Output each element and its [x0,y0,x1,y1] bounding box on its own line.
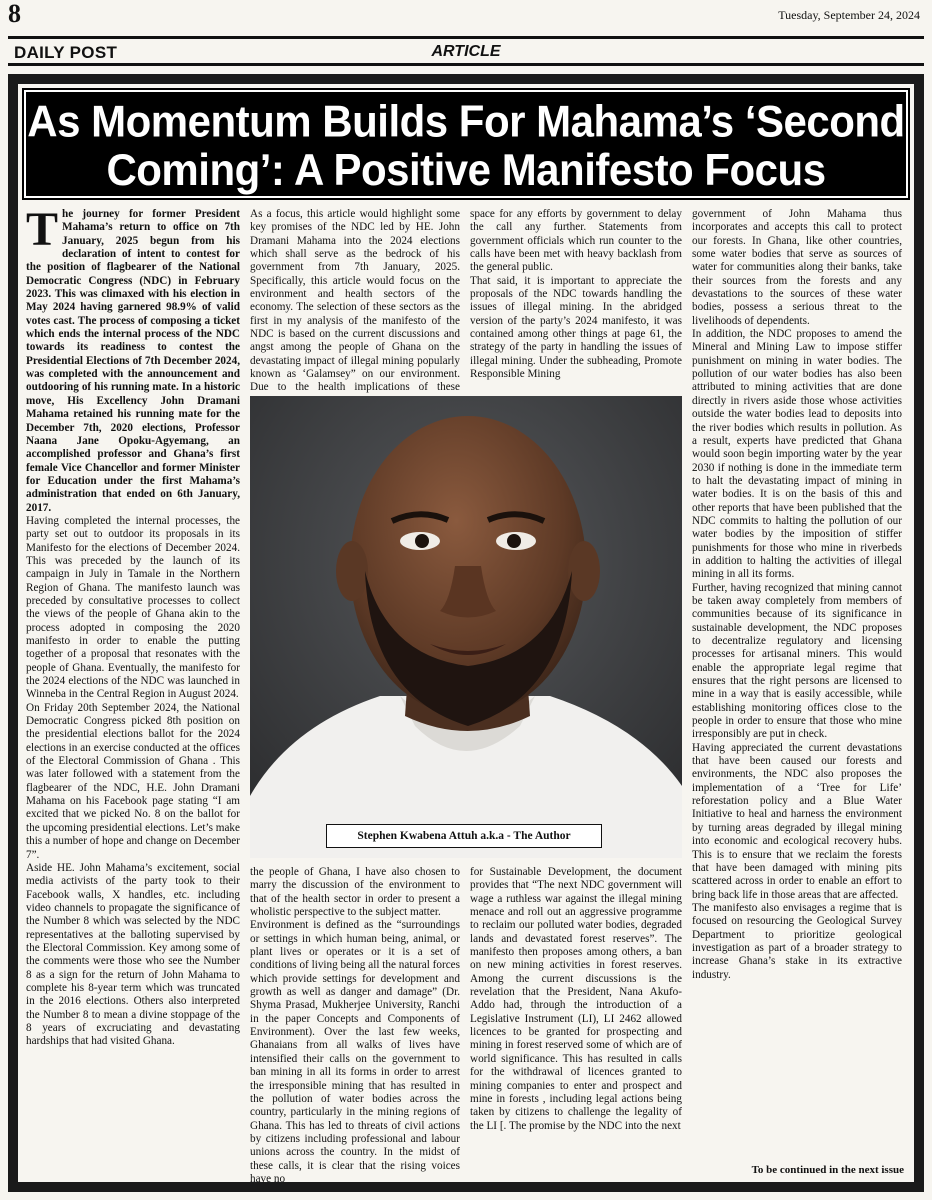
column-3-top [470,208,682,388]
paragraph: On Friday 20th September 2024, the National Democratic Congress picked 8th position on the presidential elections ballot for the 2024 elections in an exercise conducted at the offices of the Electoral Commission of Ghana . This was later followed with a statement from the flagbearer of the NDC, H.E. John Dramani Mahama on his Facebook page stating “I am excited that we picked No. 8 on the ballot for the upcoming presidential elections. Let’s make this a number of hope and change on December 7”. [26,701,240,861]
lead-paragraph [26,203,240,515]
column-3-bottom [470,866,682,1176]
paragraph: Aside HE. John Mahama’s excitement, social media activists of the party took to their Facebook walls, X handles, etc. including video channels to propagate the significance of the Number 8 which was selected by the NDC representatives at the balloting supervised by the Electoral Commission. Key among some of the comments were those who see the Number 8 as a sign for the return of John Mahama to complete his 8-year term which was truncated in the 2016 elections. Others also interpreted the Number 8 to mean a divine stoppage of the 8 years of excruciating and devastating hardships that had visited Ghana. [26,861,240,1048]
paragraph: space for any efforts by government to delay the call any further. Statements from government officials which run counter to the calls have been met with heavy backlash from the general public. [470,208,682,274]
paragraph: Environment is defined as the “surroundings or settings in which human being, animal, or plant lives or operates or it is a set of conditions of living being all the natural forces which provide settings for development and growth as well as danger and damage” (Dr. Shyma Prasad, Mukherjee University, Ranchi in the paper Concepts and Components of Environment). Over the last few weeks, Ghanaians from all walks of lives have intensified their calls on the government to ban mining in all its forms in order to arrest the irresponsible mining that has resulted in the pollution of water bodies across the country, particularly in the mining regions of Ghana. This has led to threats of civil actions by citizens including professional and labour unions across the country. In the midst of these calls, it is clear that the rising voices have no [250,919,460,1185]
photo-caption: Stephen Kwabena Attuh a.k.a - The Author [326,824,602,848]
continued-notice: To be continued in the next issue [751,1164,904,1176]
publication-name: DAILY POST [14,43,118,62]
headline-box [24,90,908,198]
paragraph: for Sustainable Development, the document provides that “The next NDC government will wage a ruthless war against the illegal mining menace and roll out an aggressive programme to reclaim our polluted water bodies, degraded lands and devastated forest reserves”. The manifesto then proposes among others, a ban on new mining activities in forest reserves. Among the current discussions is the revelation that the President, Nana Akufo-Addo had, through the introduction of a Legislative Instrument (LI), LI 2462 allowed licences to be granted for prospecting and mining in forest reserved some of which are of world significance. This has resulted in calls for the withdrawal of licences granted to mining companies to enter and prospect and mine in forests , including legal actions being taken by citizens to challenge the legality of the LI [. The promise by the NDC into the next [470,866,682,1132]
paragraph: the people of Ghana, I have also chosen to marry the discussion of the environment to that of the health sector in order to present a wholistic perspective to the subject matter. [250,866,460,919]
paragraph: government of John Mahama thus incorporates and accepts this call to protect our forests. In Ghana, like other countries, some water bodies that serve as sources of water for communities along their banks, take their sources from the forests and any devastations to the sources of these water bodies, possess a serious threat to the livelihoods of dependents. [692,208,902,327]
paragraph: As a focus, this article would highlight some key promises of the NDC led by HE. John Dramani Mahama into the 2024 elections which shall serve as the bedrock of his government from 7th January, 2025. Specifically, this article would focus on the environment and health sectors of the economy. The selection of these sectors as the first in my analysis of the manifesto of the NDC is based on the current discussions and angst among the people of Ghana on the devastating impact of illegal mining popularly known as ‘Galamsey” on our environment. Due to the health implications of these [250,208,460,394]
paragraph: In addition, the NDC proposes to amend the Mineral and Mining Law to impose stiffer punishment on mining in water bodies. The pollution of our water bodies has also been attributed to mining activities that are done directly in rivers aside those whose activities outside the water bodies lead to deposits into the river bodies which results in pollution. As a result, experts have predicted that Ghana would soon begin importing water by the year 2030 if nothing is done in the immediate term to halt the devastating impact of mining in water bodies. It is on the basis of this and other reports that have been published that the NDC commits to halting the pollution of our water bodies by the imposition of stiffer punishments for those who mine in riverbeds in addition to halting the activities of illegal mining in all its forms. [692,328,902,581]
folio-bar [0,0,932,30]
paragraph: That said, it is important to appreciate the proposals of the NDC towards handling the issues of illegal mining. In the abridged version of the party’s 2024 manifesto, it was contained among other things at page 61, the strategy of the party in handling the issues of illegal mining. Under the subheading, Promote Responsible Mining [470,274,682,381]
column-4 [692,208,902,1168]
paragraph: Having completed the internal processes, the party set out to outdoor its proposals in its Manifesto for the elections of December 2024. This was preceded by the launch of its campaign in July in Tamale in the Northern Region of Ghana. The manifesto launch was preceded by consultative processes to collect the views of the people of Ghana akin to the process adopted in composing the 2020 manifesto in order to enable the putting together of a proposal that resonates with the people of Ghana. Eventually, the manifesto for the 2024 elections of the NDC was launched in Winneba in the Central Region in August 2024. [26,514,240,701]
lead-text: he journey for former President Mahama’s return to office on 7th January, 2025 begun from his declaration of intent to contest for the position of flagbearer of the National Democratic Congress (NDC) in February 2023. This was climaxed with his election in May 2024 having garnered 98.9% of valid votes cast. The process of composing a ticket which ends the internal process of the NDC towards its readiness to contest the Presidential Elections of 7th December 2024, was completed with the announcement and outdooring of his running mate. In a historic move, His Excellency John Dramani Mahama retained his running mate for the December 7th, 2020 elections, Professor Naana Jane Opoku-Agyemang, an accomplished professor and Ghana’s first female Vice Chancellor and former Minister for Education under the first Mahama’s administration that ended on 6th January, 2017. [26,208,240,514]
issue-date: Tuesday, September 24, 2024 [778,8,920,22]
paragraph: Having appreciated the current devastations that have been caused our forests and environments, the NDC also proposes the implementation of a ‘Tree for Life’ reforestation policy and a Blue Water Initiative to heal and harness the environment by turning areas degraded by illegal mining into economic and ecological recovery hubs. This is to ensure that we reclaim the forests that have been damaged with mining pits scattered across in order to enable an effort to bring back life in those areas that are affected. [692,741,902,901]
paragraph: Further, having recognized that mining cannot be taken away completely from members of communities because of its significance in sustainable development, the NDC proposes to decentralize regulatory and licensing processes for artisanal miners. This would enable the appropriate legal regime that ensures that the right persons are licensed to mine in a way that is easily accessible, while establishing monitoring offices close to the people in order to ensure that those who mine irresponsibly are put in check. [692,581,902,741]
article-frame [8,74,924,1192]
author-photo [250,396,682,858]
column-2-top [250,208,460,394]
article-body [18,84,914,1185]
drop-cap: T [26,203,59,256]
page-number: 8 [8,0,21,28]
paragraph: The manifesto also envisages a regime that is focused on resourcing the Geological Survey Department to prioritize geological investigation as part of a broader strategy to increase Ghana’s stake in its extractive industry. [692,901,902,981]
column-1 [26,203,240,1174]
column-2-bottom [250,866,460,1185]
portrait-illustration [250,396,682,858]
masthead [8,36,924,66]
article-headline: As Momentum Builds For Mahama’s ‘Second Coming’: A Positive Manifesto Focus [27,96,905,195]
section-label: ARTICLE [431,43,501,60]
